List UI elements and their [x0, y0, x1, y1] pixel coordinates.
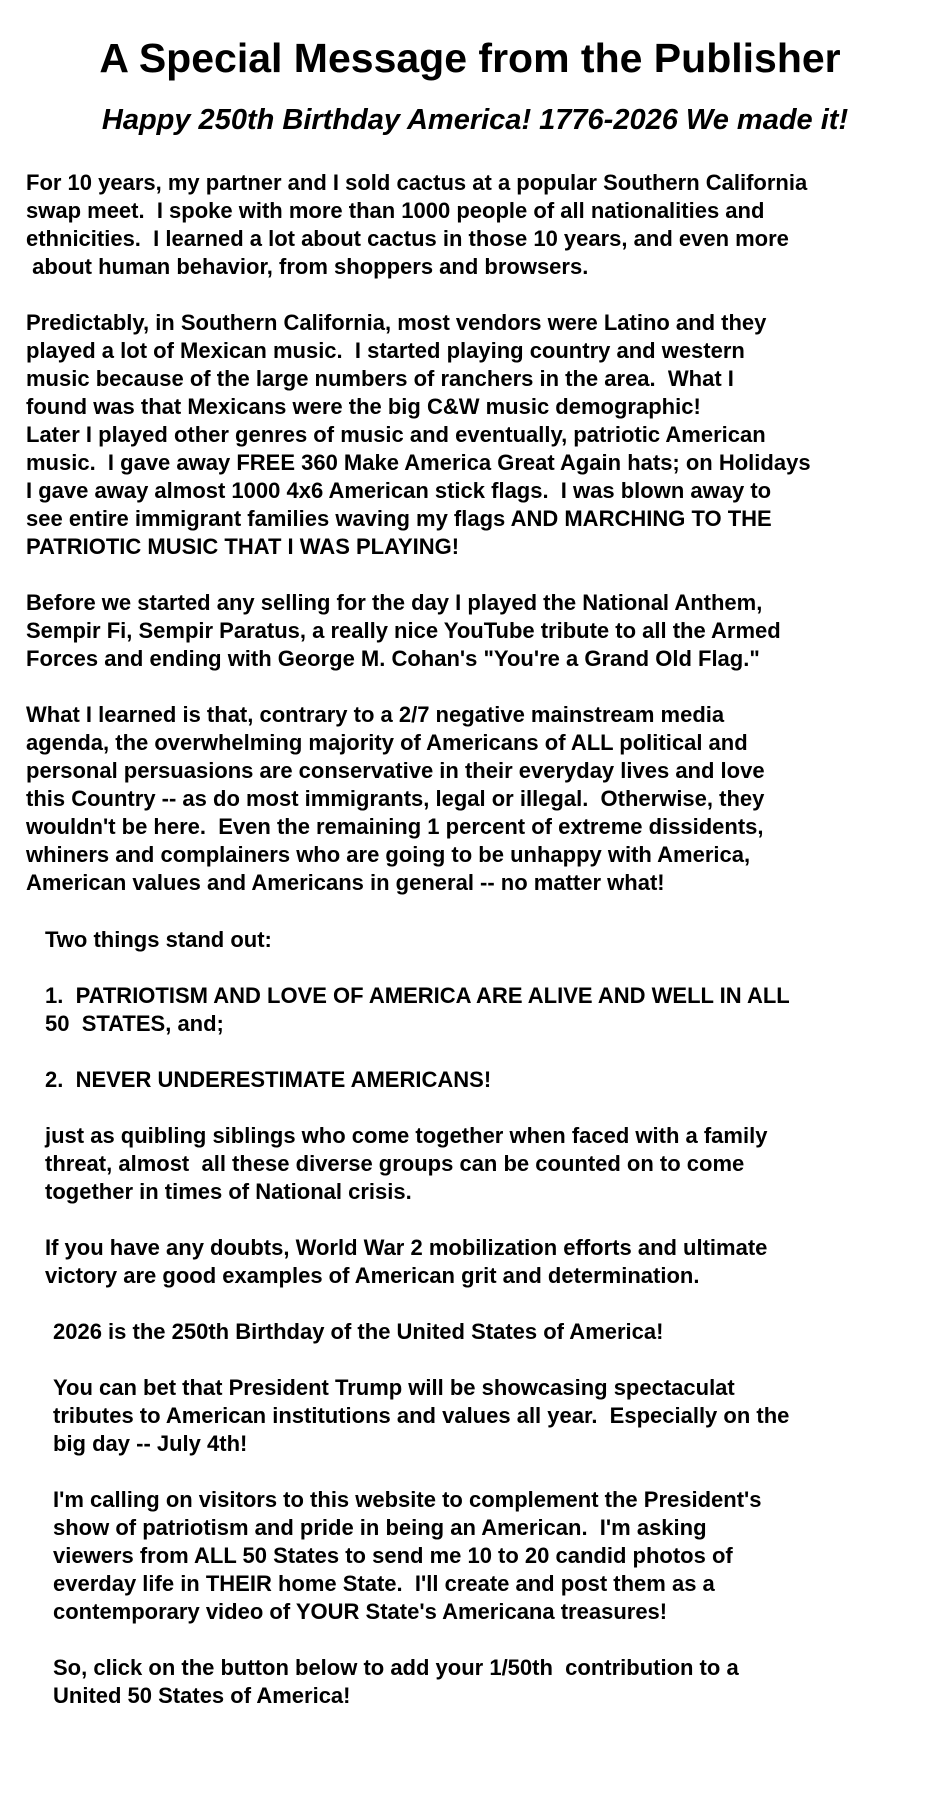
paragraph-call-for-photos: I'm calling on visitors to this website to complement the President's show of patriotism and pride in being an American. I'm asking viewers from ALL 50 States to send me 10 to 20 candid photos of everday life in THEIR home State. I'll create and post them as a contemporary video of YOUR State's Americana treasures! [53, 1487, 762, 1624]
paragraph-anthem: Before we started any selling for the day I played the National Anthem, Sempir Fi, Sempir Paratus, a really nice YouTube tribute to all the Armed Forces and ending with George M. Cohan's "You're a Grand Old Flag." [26, 590, 781, 671]
paragraph-click-button: So, click on the button below to add your 1/50th contribution to a United 50 States of America! [53, 1655, 739, 1708]
list-item-never-underestimate: 2. NEVER UNDERESTIMATE AMERICANS! [45, 1067, 492, 1092]
paragraph-lessons: What I learned is that, contrary to a 2/7 negative mainstream media agenda, the overwhelming majority of Americans of ALL political and personal persuasions are conservative in their everyday lives and love this Country -- as do most immigrants, legal or illegal. Otherwise, they wouldn't be here. Even the remaining 1 percent of extreme dissidents, whiners and complainers who are going to be unhappy with America, American values and Americans in general -- no matter what! [26, 702, 765, 895]
paragraph-250th: 2026 is the 250th Birthday of the United States of America! [53, 1319, 664, 1344]
list-item-patriotism: 1. PATRIOTISM AND LOVE OF AMERICA ARE ALIVE AND WELL IN ALL 50 STATES, and; [45, 983, 790, 1036]
page-title: A Special Message from the Publisher [99, 35, 841, 81]
page-subtitle: Happy 250th Birthday America! 1776-2026 We made it! [101, 104, 849, 136]
paragraph-president: You can bet that President Trump will be showcasing spectaculat tributes to American institutions and values all year. Especially on the big day -- July 4th! [53, 1375, 790, 1456]
paragraph-swap-meet: For 10 years, my partner and I sold cactus at a popular Southern California swap meet. I spoke with more than 1000 people of all nationalities and ethnicities. I learned a lot about cactus in those 10 years, and even more about human behavior, from shoppers and browsers. [26, 170, 808, 279]
paragraph-ww2: If you have any doubts, World War 2 mobilization efforts and ultimate victory are good examples of American grit and determination. [45, 1235, 768, 1288]
paragraph-music: Predictably, in Southern California, most vendors were Latino and they played a lot of Mexican music. I started playing country and western music because of the large numbers of ranchers in the area. What I found was that Mexicans were the big C&W music demographic! Later I played other genres of music and eventually, patriotic American music. I gave away FREE 360 Make America Great Again hats; on Holidays I gave away almost 1000 4x6 American stick flags. I was blown away to see entire immigrant families waving my flags AND MARCHING TO THE PATRIOTIC MUSIC THAT I WAS PLAYING! [26, 310, 811, 559]
paragraph-siblings: just as quibling siblings who come together when faced with a family threat, almost all these diverse groups can be counted on to come together in times of National crisis. [45, 1123, 768, 1204]
paragraph-two-things: Two things stand out: [45, 927, 272, 952]
